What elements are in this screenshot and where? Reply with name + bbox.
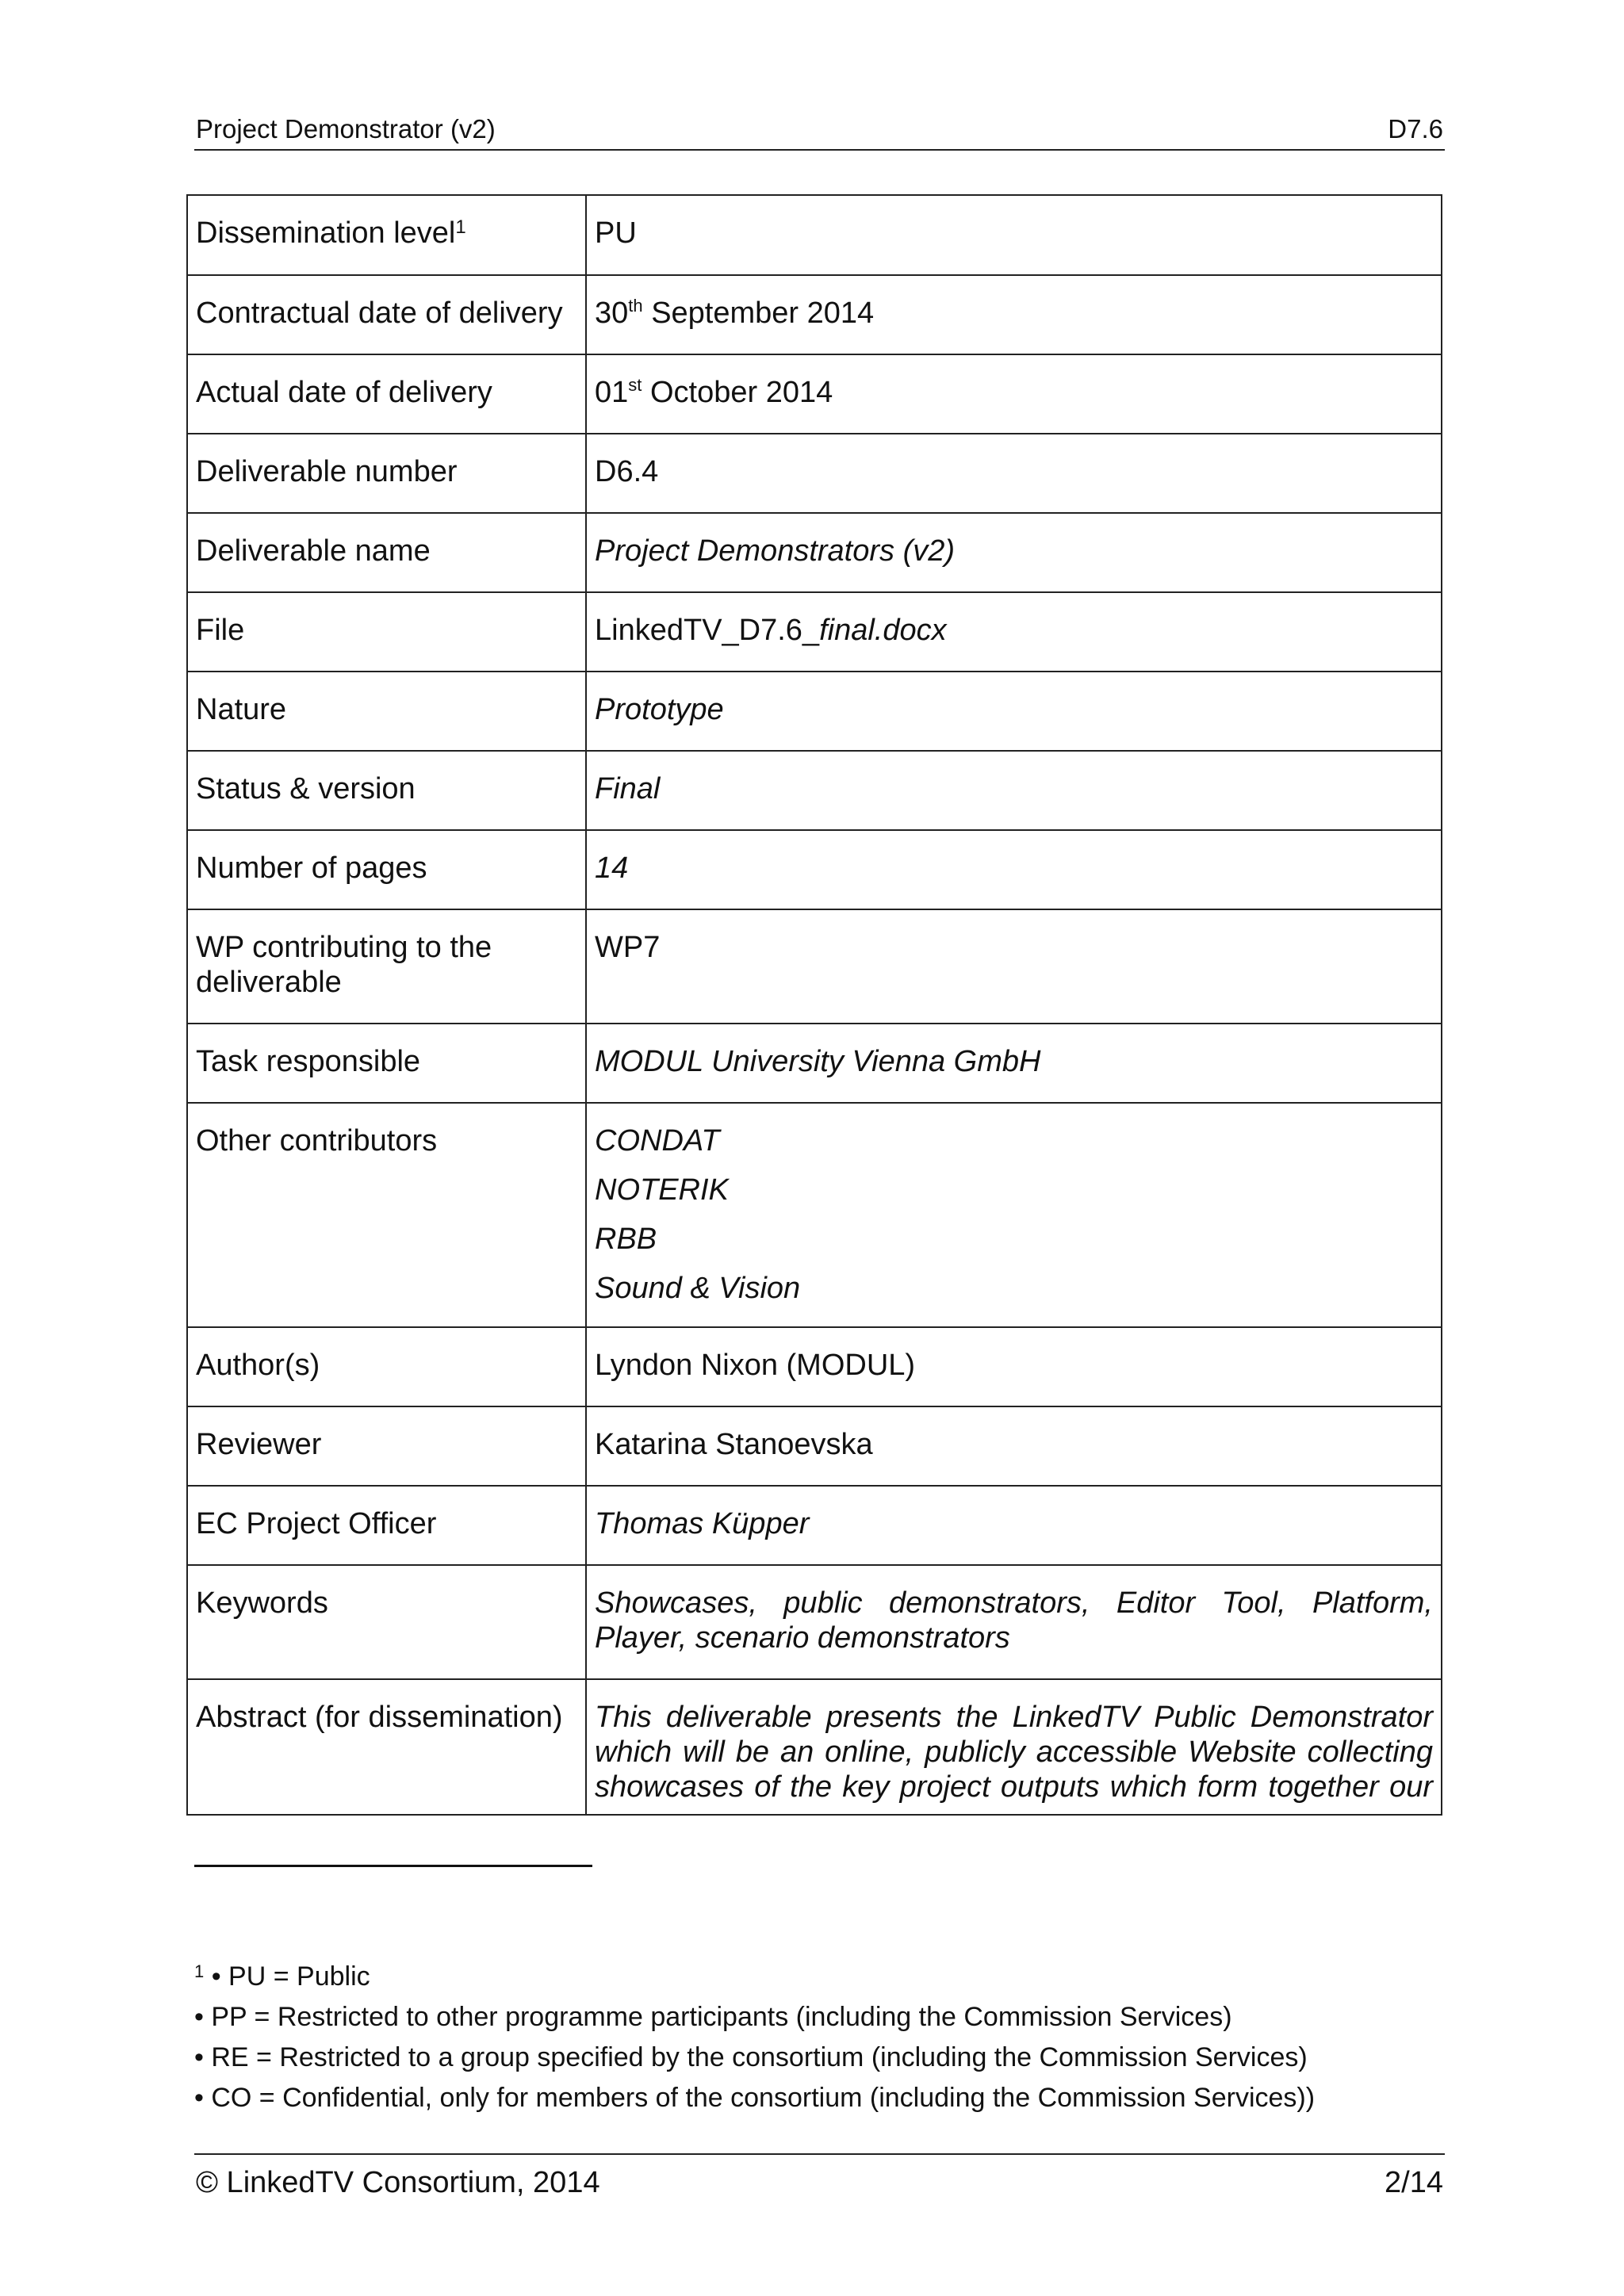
task-label: Task responsible [187, 1024, 586, 1103]
file-label: File [187, 592, 586, 672]
footer-copyright: © LinkedTV Consortium, 2014 [196, 2166, 600, 2199]
footnote-text: • PU = Public [204, 1961, 370, 1992]
list-item: RBB [595, 1223, 657, 1256]
file-value [586, 592, 1442, 672]
deliverable-name-label: Deliverable name [187, 513, 586, 592]
footnote-line: • PP = Restricted to other programme participants (including the Commission Services) [194, 2002, 1232, 2032]
abstract-label: Abstract (for dissemination) [187, 1679, 586, 1815]
footnote-separator [194, 1865, 592, 1867]
pages-label: Number of pages [187, 830, 586, 909]
status-label: Status & version [187, 751, 586, 830]
table-row [187, 513, 1442, 592]
table-row [187, 1565, 1442, 1679]
table-row [187, 751, 1442, 830]
actual-ordinal: st [628, 375, 642, 395]
table-cell-label [187, 195, 586, 275]
deliverable-name-value: Project Demonstrators (v2) [586, 513, 1442, 592]
table-row [187, 1406, 1442, 1486]
header-title: Project Demonstrator (v2) [196, 114, 496, 144]
keywords-value: Showcases, public demonstrators, Editor Tool, Platform, Player, scenario demonstrators [586, 1565, 1442, 1679]
table-row [187, 1679, 1442, 1815]
contract-ordinal: th [628, 296, 643, 316]
abstract-value: This deliverable presents the LinkedTV Public Demonstrator which will be an online, publicly accessible Website collecting showcases of the key project outputs which form together our [586, 1679, 1442, 1815]
dissemination-value: PU [586, 195, 1442, 275]
table-row [187, 1103, 1442, 1327]
table-row [187, 434, 1442, 513]
footnote-line: • CO = Confidential, only for members of the consortium (including the Commission Services)) [194, 2083, 1316, 2113]
officer-value: Thomas Küpper [586, 1486, 1442, 1565]
status-value: Final [586, 751, 1442, 830]
reviewer-value: Katarina Stanoevska [586, 1406, 1442, 1486]
reviewer-label: Reviewer [187, 1406, 586, 1486]
authors-label: Author(s) [187, 1327, 586, 1406]
table-row [187, 909, 1442, 1024]
contributors-list [586, 1103, 1442, 1327]
table-row [187, 592, 1442, 672]
list-item: NOTERIK [595, 1173, 729, 1207]
contract-day: 30 [595, 297, 629, 330]
contributors-label: Other contributors [187, 1103, 586, 1327]
file-name-prefix: LinkedTV_D7.6_ [595, 614, 820, 647]
actual-month-year: October 2014 [642, 376, 833, 409]
actual-date-value [586, 354, 1442, 434]
table-row [187, 672, 1442, 751]
table-row [187, 1327, 1442, 1406]
contract-month-year: September 2014 [642, 297, 875, 330]
table-row [187, 830, 1442, 909]
file-name-suffix: final.docx [819, 614, 947, 647]
page-footer [194, 2153, 1445, 2199]
pages-value: 14 [586, 830, 1442, 909]
deliverable-metadata-table [186, 194, 1442, 1816]
list-item: CONDAT [595, 1124, 720, 1158]
footnotes [194, 1957, 1455, 2118]
table-row [187, 354, 1442, 434]
table-row [187, 1024, 1442, 1103]
task-value: MODUL University Vienna GmbH [586, 1024, 1442, 1103]
footnote-reference: 1 [455, 216, 466, 238]
actual-day: 01 [595, 376, 629, 409]
officer-label: EC Project Officer [187, 1486, 586, 1565]
contract-date-label: Contractual date of delivery [187, 275, 586, 354]
footer-page-number: 2/14 [1385, 2166, 1443, 2199]
table-row [187, 1486, 1442, 1565]
keywords-label: Keywords [187, 1565, 586, 1679]
dissemination-label: Dissemination level [196, 216, 456, 250]
wp-label: WP contributing to the deliverable [187, 909, 586, 1024]
nature-label: Nature [187, 672, 586, 751]
deliverable-number-label: Deliverable number [187, 434, 586, 513]
footnote-number: 1 [194, 1961, 205, 1981]
contract-date-value [586, 275, 1442, 354]
footnote-line: • RE = Restricted to a group specified by the consortium (including the Commission Services) [194, 2042, 1308, 2072]
wp-value: WP7 [586, 909, 1442, 1024]
list-item: Sound & Vision [595, 1272, 801, 1305]
header-doc-id: D7.6 [1388, 114, 1443, 144]
table-row [187, 195, 1442, 275]
footnote-line [194, 1957, 1455, 1997]
table-row [187, 275, 1442, 354]
actual-date-label: Actual date of delivery [187, 354, 586, 434]
nature-value: Prototype [586, 672, 1442, 751]
deliverable-number-value: D6.4 [586, 434, 1442, 513]
authors-value: Lyndon Nixon (MODUL) [586, 1327, 1442, 1406]
page-header [194, 113, 1445, 151]
